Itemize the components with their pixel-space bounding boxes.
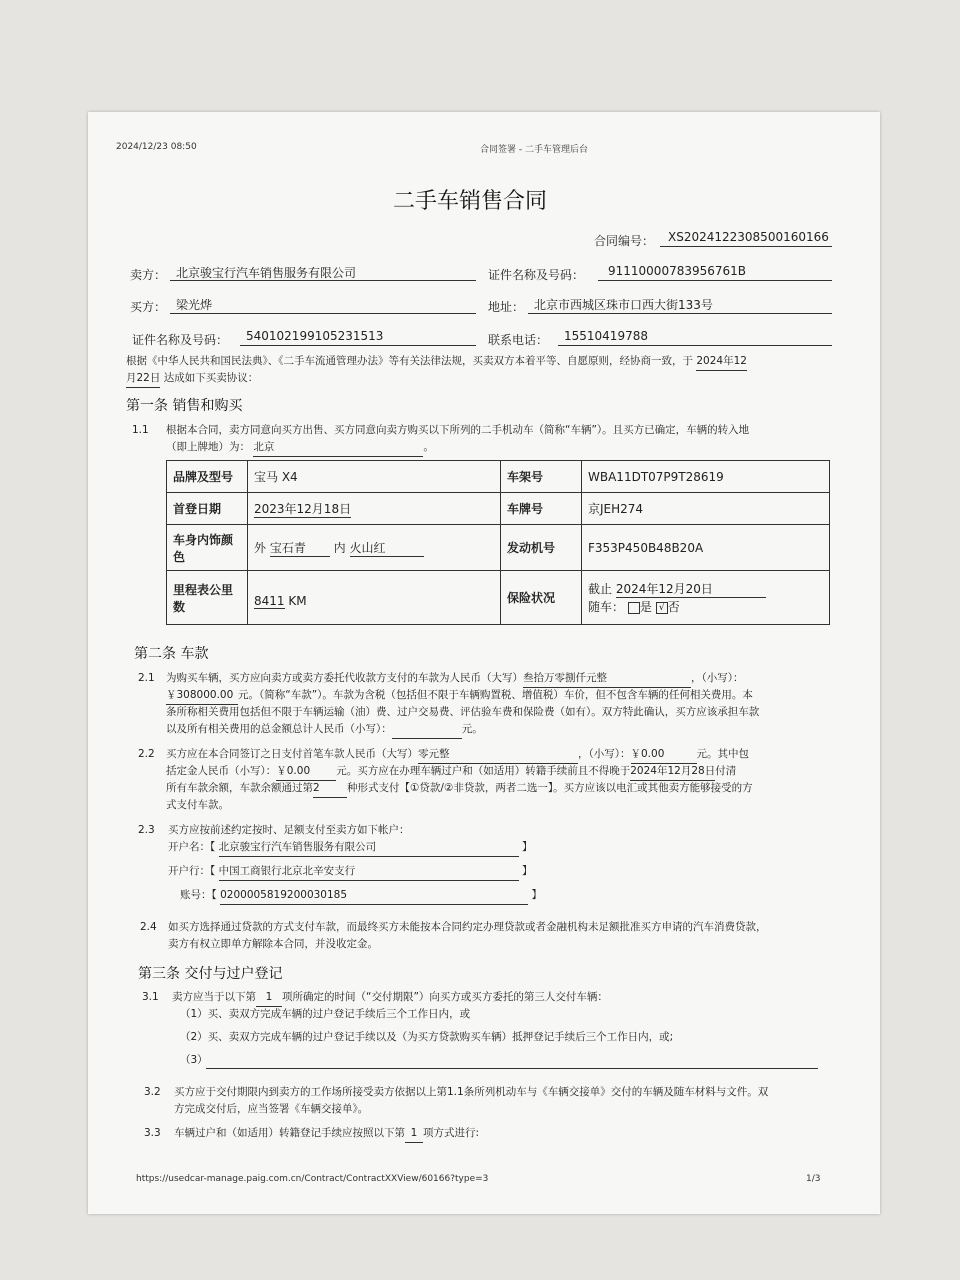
article-1-title: 第一条 销售和购买 xyxy=(126,398,243,414)
seller-line xyxy=(170,280,476,281)
odo-label-1: 里程表公里 xyxy=(173,582,234,597)
bank-label: 开户行：【 xyxy=(168,865,216,877)
p22-deadline: 2024年12月28日 xyxy=(630,763,715,781)
page-number: 1/3 xyxy=(806,1174,821,1184)
int-prefix: 内 xyxy=(333,540,346,555)
check-mark-icon: √ xyxy=(658,602,665,613)
engine-value: F353P450B48B20A xyxy=(582,525,830,571)
buyer-line xyxy=(170,313,476,314)
account-name-value: 北京骏宝行汽车销售服务有限公司 xyxy=(219,839,519,857)
p22-text-i: 式支付车款。 xyxy=(166,799,229,811)
insurance-cell xyxy=(582,571,830,625)
table-row xyxy=(167,525,830,571)
p11-line-2 xyxy=(166,439,434,457)
p31-text-b: 项所确定的时间（“交付期限”）向买方或买方委托的第三人交付车辆： xyxy=(282,991,608,1003)
p32-num: 3.2 xyxy=(144,1086,161,1098)
account-name-close: 】 xyxy=(521,841,533,853)
p24-num: 2.4 xyxy=(140,921,157,933)
p33-text-b: 项方式进行: xyxy=(423,1127,480,1139)
print-timestamp: 2024/12/23 08:50 xyxy=(116,142,197,152)
p22-amount-words: 零元整 xyxy=(418,746,578,764)
p11-text-2: （即上牌地）为： xyxy=(166,441,250,453)
p21-amount-words: 叁拾万零捌仟元整 xyxy=(523,670,691,688)
bank-close: 】 xyxy=(521,865,533,877)
account-name-label: 开户名：【 xyxy=(168,841,216,853)
document-title: 二手车销售合同 xyxy=(393,189,548,214)
odometer-value: 8411 xyxy=(254,594,285,608)
table-row xyxy=(167,571,830,625)
p31-num: 3.1 xyxy=(142,991,159,1003)
contract-no-line xyxy=(660,246,832,247)
bank-value: 中国工商银行北京北辛安支行 xyxy=(219,863,519,881)
contract-no-value: XS2024122308500160166 xyxy=(668,230,829,244)
brand-value: 宝马 X4 xyxy=(248,461,501,493)
account-no-close: 】 xyxy=(531,889,542,901)
footer-url: https://usedcar-manage.paig.com.cn/Contract/ContractXXView/60166?type=3 xyxy=(136,1174,489,1184)
contract-no-label: 合同编号： xyxy=(594,234,655,248)
seller-id-value: 91110000783956761B xyxy=(608,264,747,278)
p23-num: 2.3 xyxy=(138,824,155,836)
phone-label: 联系电话： xyxy=(488,333,549,347)
color-value xyxy=(248,525,501,571)
p21-text-e: 以及所有相关费用的总金额总计人民币（小写）： xyxy=(166,723,392,735)
engine-label: 发动机号 xyxy=(501,525,582,571)
yes-checkbox[interactable] xyxy=(628,602,640,614)
p11-period: 。 xyxy=(423,441,434,453)
p22-num: 2.2 xyxy=(138,748,155,760)
p21-line-2 xyxy=(166,687,753,705)
plate-value: 京JEH274 xyxy=(582,493,830,525)
p31-line xyxy=(172,989,608,1007)
insurance-prefix: 截止 xyxy=(588,582,613,596)
phone-value: 15510419788 xyxy=(564,329,648,343)
print-app-title: 合同签署 - 二手车管理后台 xyxy=(480,145,588,155)
contract-page xyxy=(88,112,880,1214)
p33-num: 3.3 xyxy=(144,1127,161,1139)
table-row xyxy=(167,493,830,525)
intro-paragraph xyxy=(126,353,747,371)
p22-text-g: 所有车款余额，车款余额通过第 xyxy=(166,782,313,794)
vin-label: 车架号 xyxy=(501,461,582,493)
p21-line-4 xyxy=(166,721,483,739)
p11-text: 根据本合同，卖方同意向买方出售、买方同意向卖方购买以下所列的二手机动车（简称“车辆”）。且买方已确定，车辆的转入地 xyxy=(166,424,750,436)
p22-text-e: 元。买方应在办理车辆过户和（如适用）转籍手续前且不得晚于 xyxy=(336,765,631,777)
article-2-title: 第二条 车款 xyxy=(134,646,209,662)
buyer-value: 梁光烨 xyxy=(176,298,213,312)
account-no-row xyxy=(180,887,542,905)
account-no-label: 账号：【 xyxy=(180,889,217,901)
p21-text-d: 条所称相关费用包括但不限于车辆运输（油）费、过户交易费、评估验车费和保险费（如有）。双方特此确认，买方应该承担车款 xyxy=(166,706,760,718)
account-no-value: 0200005819200030185 xyxy=(220,887,528,905)
intro-text-2: 达成如下买卖协议： xyxy=(163,372,259,384)
p22-line-2 xyxy=(166,763,736,781)
p21-text-f: 元。 xyxy=(461,723,483,735)
p22-deposit: ￥0.00 xyxy=(276,763,336,781)
intro-paragraph-2 xyxy=(126,370,258,388)
p32-text-b: 方完成交付后，应当签署《车辆交接单》。 xyxy=(174,1103,369,1115)
p33-line xyxy=(174,1125,479,1143)
plate-label: 车牌号 xyxy=(501,493,582,525)
buyer-id-value: 540102199105231513 xyxy=(246,329,384,343)
seller-id-label: 证件名称及号码： xyxy=(488,268,585,282)
address-value: 北京市西城区珠市口西大街133号 xyxy=(534,298,713,312)
vin-value: WBA11DT07P9T28619 xyxy=(582,461,830,493)
table-row xyxy=(167,461,830,493)
insurance-with-car: 随车： xyxy=(588,600,625,614)
intro-text-1: 根据《中华人民共和国民法典》、《二手车流通管理办法》等有关法律法规，买卖双方本着平等、自愿原则，经协商一致，于 xyxy=(126,355,693,367)
p24-text-b: 卖方有权立即单方解除本合同，并没收定金。 xyxy=(168,938,378,950)
color-label-1: 车身内饰颜 xyxy=(173,532,234,547)
p22-text-b: ，（小写）： xyxy=(578,748,631,760)
odometer-label xyxy=(167,571,248,625)
insurance-date: 2024年12月20日 xyxy=(616,580,766,598)
color-label-2: 色 xyxy=(173,549,186,564)
p31-option-3-line xyxy=(206,1068,818,1069)
account-name-row xyxy=(168,839,532,857)
p21-text-a: 为购买车辆，买方应向卖方或卖方委托代收款方支付的车款为人民币（大写） xyxy=(166,672,523,684)
p21-num: 2.1 xyxy=(138,672,155,684)
p31-item-no: 1 xyxy=(256,989,282,1007)
p21-text-c: 元。（简称“车款”）。车款为含税（包括但不限于车辆购置税、增值税）车价，但不包含车辆的任何相关费用。本 xyxy=(238,689,753,701)
no-checkbox[interactable] xyxy=(656,602,668,614)
p22-text-d: 括定金人民币（小写）： xyxy=(166,765,277,777)
no-label: 否 xyxy=(667,600,680,614)
insurance-label: 保险状况 xyxy=(501,571,582,625)
odo-label-2: 数 xyxy=(173,599,186,614)
phone-line xyxy=(558,345,832,346)
p22-method-no: 2 xyxy=(313,780,347,798)
p21-line-1 xyxy=(166,670,744,688)
vehicle-info-table xyxy=(166,460,830,625)
color-label xyxy=(167,525,248,571)
seller-id-line xyxy=(598,280,832,281)
odometer-cell xyxy=(248,571,501,625)
odometer-unit: KM xyxy=(288,594,307,608)
exterior-color: 宝石青 xyxy=(270,539,330,557)
p24-text-a: 如买方选择通过贷款的方式支付车款，而最终买方未能按本合同约定办理贷款或者金融机构未足额批准买方申请的汽车消费贷款， xyxy=(168,921,767,933)
p22-text-a: 买方应在本合同签订之日支付首笔车款人民币（大写） xyxy=(166,748,418,760)
p11-num: 1.1 xyxy=(132,424,149,436)
buyer-id-label: 证件名称及号码： xyxy=(132,333,229,347)
p22-amount-figures: ￥0.00 xyxy=(631,746,697,764)
p31-option-3: （3） xyxy=(180,1054,208,1066)
p31-option-2: （2）买、卖双方完成车辆的过户登记手续以及（为买方贷款购买车辆）抵押登记手续后三个工作日内，或; xyxy=(180,1031,674,1043)
bank-row xyxy=(168,863,532,881)
p23-text: 买方应按前述约定按时、足额支付至卖方如下帐户： xyxy=(168,824,410,836)
p22-line-1 xyxy=(166,746,749,764)
p22-text-f: 付清 xyxy=(715,765,737,777)
p22-line-3 xyxy=(166,780,753,798)
interior-color: 火山红 xyxy=(350,539,424,557)
p22-text-c: 元。其中包 xyxy=(696,748,749,760)
reg-date-label: 首登日期 xyxy=(167,493,248,525)
reg-date-value: 2023年12月18日 xyxy=(254,501,352,516)
yes-label: 是 xyxy=(639,600,652,614)
intro-date-a: 2024年12 xyxy=(696,353,747,371)
article-3-title: 第三条 交付与过户登记 xyxy=(138,966,283,982)
transfer-city: 北京 xyxy=(253,439,423,457)
p21-text-b: ，（小写）： xyxy=(691,672,744,684)
intro-date-b: 月22日 xyxy=(126,370,160,388)
p22-text-h: 种形式支付【①贷款/②非贷款，两者二选一】。买方应该以电汇或其他卖方能够接受的方 xyxy=(347,782,753,794)
buyer-label: 买方： xyxy=(130,300,167,314)
seller-value: 北京骏宝行汽车销售服务有限公司 xyxy=(176,266,357,280)
p31-text-a: 卖方应当于以下第 xyxy=(172,991,256,1003)
p21-amount-figures: ￥308000.00 xyxy=(166,687,238,705)
address-label: 地址： xyxy=(488,300,525,314)
brand-label: 品牌及型号 xyxy=(167,461,248,493)
seller-label: 卖方： xyxy=(130,268,167,282)
ext-prefix: 外 xyxy=(254,540,267,555)
address-line xyxy=(528,313,832,314)
p33-text-a: 车辆过户和（如适用）转籍登记手续应按照以下第 xyxy=(174,1127,405,1139)
p33-item-no: 1 xyxy=(405,1125,423,1143)
buyer-id-line xyxy=(240,345,476,346)
p32-text-a: 买方应于交付期限内到卖方的工作场所接受卖方依据以上第1.1条所列机动车与《车辆交接单》交付的车辆及随车材料与文件。双 xyxy=(174,1086,769,1098)
p31-option-1: （1）买、卖双方完成车辆的过户登记手续后三个工作日内，或 xyxy=(180,1008,471,1020)
